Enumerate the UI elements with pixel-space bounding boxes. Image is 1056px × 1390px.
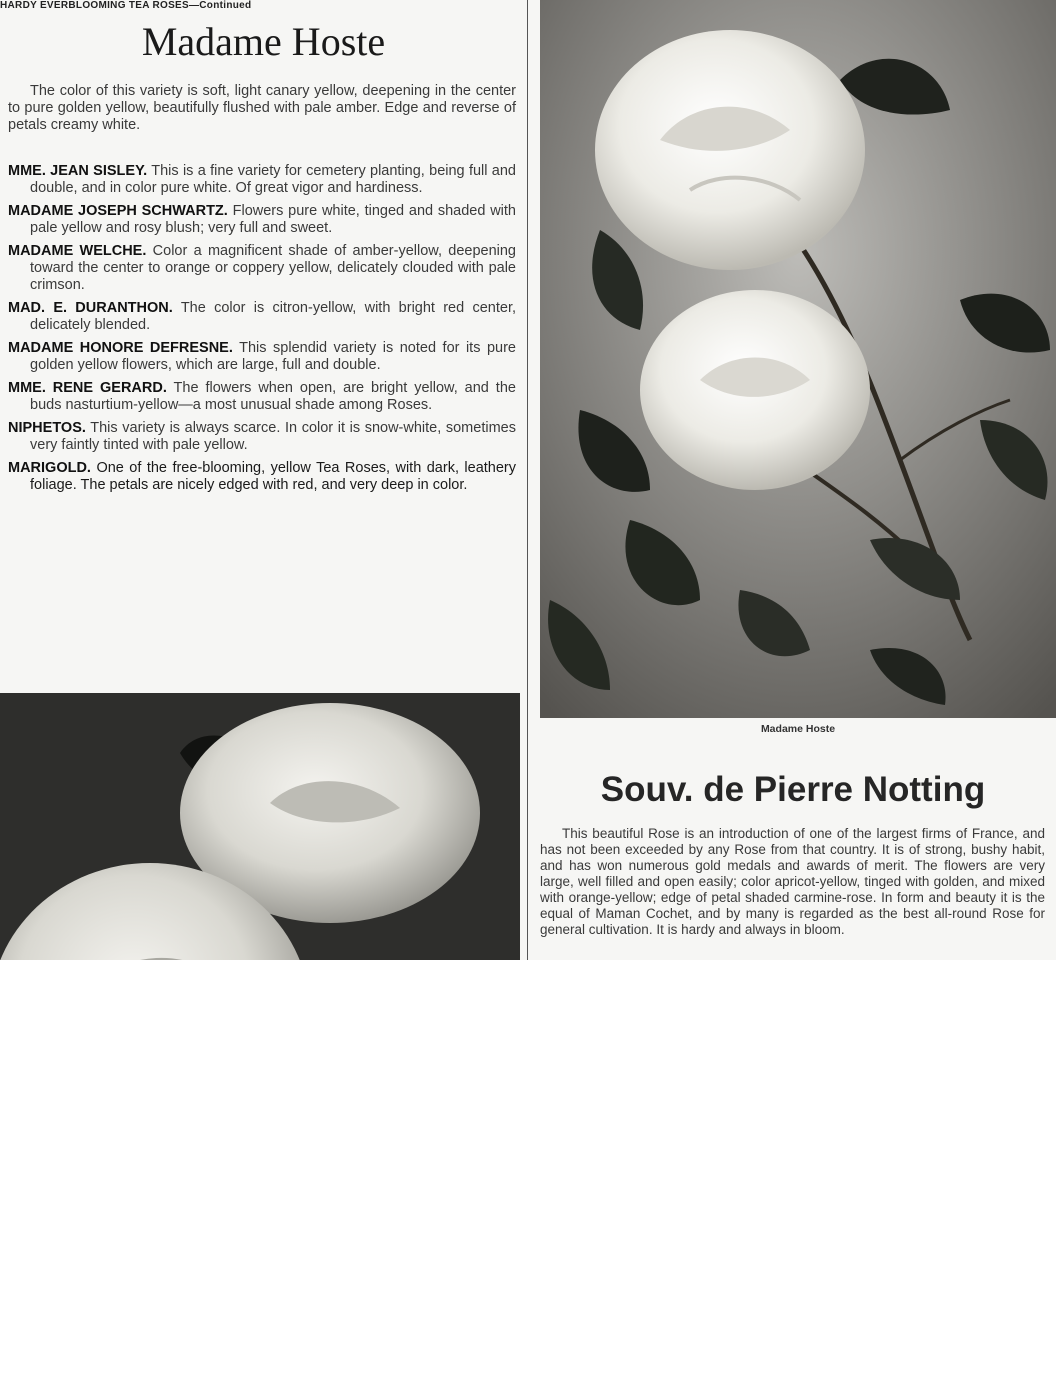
- variety-entry: MME. RENE GERARD. The flowers when open, are bright yellow, and the buds nasturtium-yellow—a most unusual shade among Roses.: [8, 380, 516, 413]
- running-header: HARDY EVERBLOOMING TEA ROSES—Continued: [0, 0, 252, 11]
- variety-entry: MME. JEAN SISLEY. This is a fine variety for cemetery planting, being full and double, and in color pure white. Of great vigor and hardiness.: [8, 163, 516, 196]
- rose-stem-illustration: [540, 0, 1056, 718]
- photo-caption: Madame Hoste: [760, 723, 836, 735]
- variety-entry: NIPHETOS. This variety is always scarce. In color it is snow-white, sometimes very faintly tinted with pale yellow.: [8, 420, 516, 453]
- variety-entry: MADAME HONORE DEFRESNE. This splendid variety is noted for its pure golden yellow flowers, which are large, full and double.: [8, 340, 516, 373]
- variety-entry: MADAME WELCHE. Color a magnificent shade of amber-yellow, deepening toward the center to orange or coppery yellow, delicately clouded with pale crimson.: [8, 243, 516, 293]
- souv-de-pierre-notting-description: This beautiful Rose is an introduction of one of the largest firms of France, and has not been exceeded by any Rose from that country. It is of strong, bushy habit, and has won numerous gold medals and awards of merit. The flowers are very large, well filled and open easily; color apricot-yellow, tinged with golden, and mixed with orange-yellow; edge of petal shaded carmine-rose. In form and beauty it is the equal of Maman Cochet, and by many is regarded as the best all-round Rose for general cultivation. It is hardy and always in bloom.: [540, 826, 1045, 937]
- variety-entry: MADAME JOSEPH SCHWARTZ. Flowers pure white, tinged and shaded with pale yellow and rosy blush; very full and sweet.: [8, 203, 516, 236]
- variety-entry: MAD. E. DURANTHON. The color is citron-yellow, with bright red center, delicately blended.: [8, 300, 516, 333]
- rose-pair-photo: [0, 693, 520, 960]
- column-divider: [527, 0, 528, 960]
- variety-entry: MARIGOLD. One of the free-blooming, yellow Tea Roses, with dark, leathery foliage. The petals are nicely edged with red, and very deep in color.: [8, 460, 517, 493]
- souv-de-pierre-notting-title: Souv. de Pierre Notting: [600, 770, 986, 809]
- madame-hoste-description: The color of this variety is soft, light canary yellow, deepening in the center to pure golden yellow, beautifully flushed with pale amber. Edge and reverse of petals creamy white.: [8, 83, 516, 133]
- madame-hoste-photo: [540, 0, 1056, 718]
- rose-pair-illustration: [0, 693, 520, 960]
- rose-variety-list: [8, 163, 516, 500]
- madame-hoste-title: Madame Hoste: [141, 19, 386, 64]
